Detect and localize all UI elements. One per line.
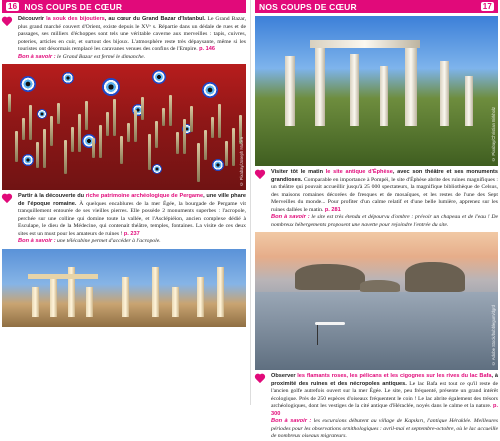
ruin-column bbox=[172, 287, 179, 317]
ruin-column bbox=[217, 267, 224, 317]
ruin-column bbox=[285, 56, 295, 126]
silver-charm bbox=[204, 130, 207, 160]
bazaar-text: Découvrir la souk des bijoutiers, au cœur du Grand Bazar d'Istanbul. Le Grand Bazar, plus grand marché couvert d'Orient, existe depuis le XVᵉ s. Répartie dans un dédale de rues et de passages, ses milliers d'échoppes sont tels une véritable caverne aux merveilles : tapis, cuivres, poteries, articles en cuir, et surtout des bijoux. L'atmosphère reste très dépaysante, même si les touristes ont désormais remplacé les caravanes venues des confins de l'Empire. p. 146 Bon à savoir : le Grand Bazar est fermé le dimanche. bbox=[18, 16, 247, 60]
silver-charm bbox=[57, 103, 60, 124]
silver-charm bbox=[50, 116, 53, 146]
ruin-column bbox=[86, 287, 93, 317]
ruin-column bbox=[152, 267, 159, 317]
evil-eye-bead bbox=[62, 72, 74, 84]
silver-charm bbox=[211, 117, 214, 138]
silver-charm bbox=[78, 114, 81, 152]
silver-charm bbox=[29, 105, 32, 140]
silver-charm bbox=[148, 134, 151, 170]
right-page-header bbox=[255, 0, 498, 13]
pergamon-block bbox=[2, 193, 246, 246]
silver-charm bbox=[120, 136, 123, 164]
pergamon-text: Partir à la découverte du riche patrimoine archéologique de Pergame, une ville phare de l'époque romaine. À quelques encablures de la mer Égée, la bourgade de Pergame vit tranquillement entourée de ses vieilles pierres. Elle possède 2 monuments superbes : l'acropole, perchée sur une colline qui domine toute la vallée, et l'Asclépiéion, ancien complexe dédié à Esculape, le dieu de la Médecine, qui contenait théâtre, temples, fontaines. La visite de ces deux sites est un must pour les amateurs de ruines ! p. 237 Bon à savoir : une télécabine permet d'accéder à l'acropole. bbox=[18, 193, 247, 245]
rock-shape bbox=[295, 264, 365, 290]
ruin-column bbox=[122, 277, 129, 317]
silver-charm bbox=[162, 108, 165, 126]
ephesus-photo bbox=[255, 16, 498, 166]
heart-icon bbox=[255, 170, 267, 181]
page-ref: p. 281 bbox=[324, 206, 341, 213]
lake-water bbox=[255, 292, 498, 370]
silver-charm bbox=[218, 104, 221, 138]
lake-block bbox=[255, 373, 498, 441]
silver-charm bbox=[15, 131, 18, 162]
page-number: 16 bbox=[8, 2, 18, 11]
ruin-architrave bbox=[28, 274, 98, 279]
silver-charm bbox=[106, 112, 109, 136]
lake-bafa-photo bbox=[255, 232, 498, 370]
evil-eye-bead bbox=[102, 78, 120, 96]
silver-charm bbox=[85, 101, 88, 130]
evil-eye-bead bbox=[202, 82, 218, 98]
lake-text: Observer les flamants roses, les pélicans et les cigognes sur les rives du lac Bafa, à proximité des ruines et des nécropoles antiques. Le lac Bafa est tout ce qu'il reste de l'ancien golfe autrefois ouvert sur la mer Égée. Le site, peu fréquenté, présente un grand intérêt écologique. Près de 250 espèces d'oiseaux fréquentent le coin ! Le lac abrite également des trésors archéologiques, dont les vestiges de la cité antique d'Héraclée, noyés dans le calme et la nature. p. 300 Bon à savoir : les excursions débutent au village de Kapıkırı, l'antique Héraklée. Meilleures périodes pour les observations ornithologiques : avril-mai et septembre-octobre, où le lac accueille de nombreux oiseaux migrateurs. bbox=[271, 373, 499, 440]
page-ref: p. 146 bbox=[199, 46, 215, 53]
silver-charm bbox=[225, 141, 228, 166]
ruin-column bbox=[405, 44, 417, 126]
page-ref: p. 237 bbox=[123, 230, 140, 237]
ruin-architrave bbox=[310, 40, 420, 48]
bird-shape bbox=[315, 322, 345, 325]
photo-credit: © Pixabay/Christian Birkholz bbox=[491, 107, 496, 162]
bird-leg bbox=[317, 325, 318, 345]
silver-charm bbox=[64, 140, 67, 174]
silver-charm bbox=[141, 97, 144, 120]
page-number: 17 bbox=[482, 2, 492, 11]
ruin-column bbox=[440, 61, 449, 126]
section-title: NOS COUPS DE CŒUR bbox=[259, 1, 357, 12]
silver-charm bbox=[127, 123, 130, 142]
ruin-column bbox=[315, 46, 325, 126]
silver-charm bbox=[190, 106, 193, 132]
bazaar-photo bbox=[2, 64, 246, 190]
photo-credit: © Pixabay/Joseph Mucira bbox=[239, 136, 244, 187]
left-page bbox=[0, 0, 250, 405]
ruin-column bbox=[350, 54, 359, 126]
silver-charm bbox=[99, 125, 102, 158]
bazaar-block bbox=[2, 16, 246, 61]
evil-eye-bead bbox=[212, 159, 224, 171]
silver-charm bbox=[169, 95, 172, 126]
section-title: NOS COUPS DE CŒUR bbox=[24, 1, 123, 12]
evil-eye-bead bbox=[152, 164, 162, 174]
evil-eye-bead bbox=[152, 70, 166, 84]
ephesus-block bbox=[255, 169, 498, 229]
silver-charm bbox=[71, 127, 74, 152]
silver-charm bbox=[36, 142, 39, 168]
left-page-header bbox=[2, 0, 246, 13]
ruin-column bbox=[380, 66, 388, 126]
ruin-column bbox=[32, 287, 39, 317]
silver-charm bbox=[232, 128, 235, 166]
silver-charm bbox=[197, 143, 200, 182]
ephesus-text: Visiter tôt le matin le site antique d'Éphèse, avec son théâtre et ses monuments grandioses. Comparable en importance à Pompéi, le site d'Éphèse abrite des ruines magnifiques : un théâtre qui pouvait accueillir jusqu'à 25 000 spectateurs, la magnifique bibliothèque de Celsus, des maisons romaines décorées de fresques et de mosaïques, et les restes de l'une des Sept Merveilles du monde... Pour profiter d'un calme relatif et d'une belle lumière, apprenez sur les ruines dallées le matin. p. 281 Bon à savoir : le site est très étendu et dépourvu d'ombre : prévoir un chapeau et de l'eau ! De nombreux hébergements proposent une navette pour rejoindre l'entrée du site. bbox=[271, 169, 499, 228]
photo-credit: © Adobe Stock/bubblegum/dgrd bbox=[491, 305, 496, 367]
silver-charm bbox=[176, 132, 179, 154]
silver-charm bbox=[134, 110, 137, 142]
right-page bbox=[250, 0, 500, 440]
silver-charm bbox=[22, 118, 25, 140]
silver-charm bbox=[43, 129, 46, 168]
heart-icon bbox=[255, 374, 267, 385]
silver-charm bbox=[92, 138, 95, 158]
ruin-column bbox=[465, 76, 473, 126]
page-ref: p. 300 bbox=[271, 403, 499, 417]
silver-charm bbox=[8, 94, 11, 112]
evil-eye-bead bbox=[20, 76, 36, 92]
rock-shape bbox=[405, 262, 465, 292]
silver-charm bbox=[155, 121, 158, 148]
pergamon-photo bbox=[2, 249, 246, 327]
ruin-column bbox=[197, 277, 204, 317]
silver-charm bbox=[183, 119, 186, 154]
heart-icon bbox=[2, 17, 14, 28]
evil-eye-bead bbox=[37, 109, 47, 119]
silver-charm bbox=[113, 99, 116, 136]
evil-eye-bead bbox=[22, 154, 34, 166]
heart-icon bbox=[2, 194, 14, 205]
rock-shape bbox=[360, 280, 400, 292]
ruin-column bbox=[50, 277, 57, 317]
